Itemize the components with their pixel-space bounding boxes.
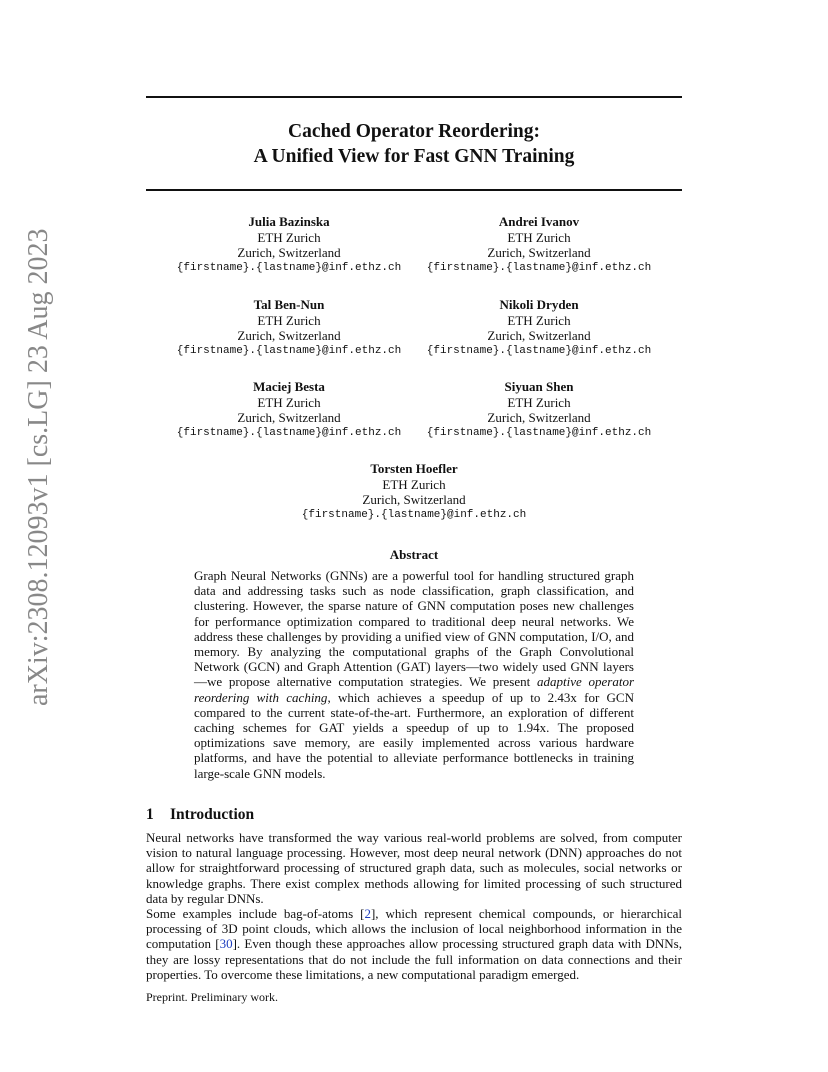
- intro-paragraph-1: Neural networks have transformed the way various real-world problems are solved, from computer vision to natural language processing. However, most deep neural network (DNN) approaches do not allow for straightforward processing of structured graph data, such as molecules, social networks or knowledge graphs. There exist complex methods allowing for limited processing of such structured data by regular DNNs.: [146, 830, 682, 906]
- title-rule-top: [146, 96, 682, 98]
- author-name: Andrei Ivanov: [498, 214, 580, 229]
- author-affiliation: ETH Zurich: [257, 312, 321, 328]
- title-rule-bottom: [146, 189, 682, 191]
- author-affiliation: ETH Zurich: [257, 229, 321, 245]
- paper-title-line1: Cached Operator Reordering:: [287, 121, 540, 142]
- author-name: Nikoli Dryden: [499, 297, 579, 312]
- author-name: Julia Bazinska: [248, 214, 330, 229]
- author-location: Zurich, Switzerland: [487, 245, 591, 260]
- para2-text-3: ]. Even though these approaches allow processing structured graph data with DNNs, they are lossy representations that do not include the full information on data connections and their properties. To overcome these limitations, a new computational paradigm emerged.: [146, 936, 682, 982]
- author-affiliation: ETH Zurich: [382, 476, 446, 492]
- author-location: Zurich, Switzerland: [237, 410, 341, 425]
- author-email: {firstname}.{lastname}@inf.ethz.ch: [426, 261, 652, 274]
- author-name: Torsten Hoefler: [370, 461, 458, 476]
- citation-link[interactable]: 30: [219, 936, 233, 952]
- para2-text-1: Some examples include bag-of-atoms [: [146, 906, 365, 921]
- arxiv-identifier: arXiv:2308.12093v1 [cs.LG] 23 Aug 2023: [23, 228, 54, 706]
- author-block: [159, 297, 419, 359]
- author-email: {firstname}.{lastname}@inf.ethz.ch: [176, 426, 402, 439]
- author-name: Tal Ben-Nun: [253, 297, 325, 312]
- abstract-text-before: Graph Neural Networks (GNNs) are a powerful tool for handling structured graph data and addressing tasks such as node classification, graph classification, and clustering. However, the sparse nature of GNN computation poses new challenges for performance optimization compared to traditional deep neural networks. We address these challenges by providing a unified view of GNN computation, I/O, and memory. By analyzing the computational graphs of the Graph Convolutional Network (GCN) and Graph Attention (GAT) layers—two widely used GNN layers—we propose alternative computation strategies. We present: [194, 568, 634, 690]
- abstract-heading: Abstract: [389, 547, 439, 562]
- author-location: Zurich, Switzerland: [362, 492, 466, 507]
- author-email: {firstname}.{lastname}@inf.ethz.ch: [176, 261, 402, 274]
- author-affiliation: ETH Zurich: [507, 312, 571, 328]
- author-name: Siyuan Shen: [504, 379, 574, 394]
- arxiv-sidebar: [12, 228, 68, 706]
- author-block: [409, 297, 669, 359]
- citation-link[interactable]: 2: [364, 906, 371, 921]
- abstract-emphasis: adaptive operator reordering with caching: [194, 674, 635, 705]
- author-location: Zurich, Switzerland: [237, 245, 341, 260]
- author-block: [409, 379, 669, 441]
- abstract-text: [194, 568, 634, 781]
- author-location: Zurich, Switzerland: [487, 410, 591, 425]
- para2-text-2: ], which represent chemical compounds, or hierarchical processing of 3D point clouds, which allows the inclusion of local neighborhood information in the computation [: [146, 906, 682, 952]
- paper-title-line2: A Unified View for Fast GNN Training: [253, 146, 575, 167]
- author-block: [159, 214, 419, 276]
- author-affiliation: ETH Zurich: [257, 394, 321, 410]
- section-title: Introduction: [170, 806, 255, 823]
- intro-paragraph-2: [146, 906, 682, 982]
- section-heading-introduction: [146, 806, 254, 824]
- author-email: {firstname}.{lastname}@inf.ethz.ch: [301, 508, 527, 521]
- author-email: {firstname}.{lastname}@inf.ethz.ch: [426, 344, 652, 357]
- section-number: 1: [146, 806, 154, 823]
- author-email: {firstname}.{lastname}@inf.ethz.ch: [176, 344, 402, 357]
- author-block: [409, 214, 669, 276]
- preprint-note: Preprint. Preliminary work.: [146, 990, 278, 1004]
- author-block: [284, 461, 544, 523]
- author-affiliation: ETH Zurich: [507, 394, 571, 410]
- abstract-text-after: , which achieves a speedup of up to 2.43x for GCN compared to the current state-of-the-art. Furthermore, an exploration of different caching schemes for GAT yields a speedup of up to 1.94x. The proposed optimizations save memory, are easily implemented across various hardware platforms, and have the potential to alleviate performance bottlenecks in training large-scale GNN models.: [194, 689, 634, 781]
- author-affiliation: ETH Zurich: [507, 229, 571, 245]
- author-location: Zurich, Switzerland: [237, 328, 341, 343]
- author-block: [159, 379, 419, 441]
- author-location: Zurich, Switzerland: [487, 328, 591, 343]
- author-name: Maciej Besta: [253, 379, 325, 394]
- author-email: {firstname}.{lastname}@inf.ethz.ch: [426, 426, 652, 439]
